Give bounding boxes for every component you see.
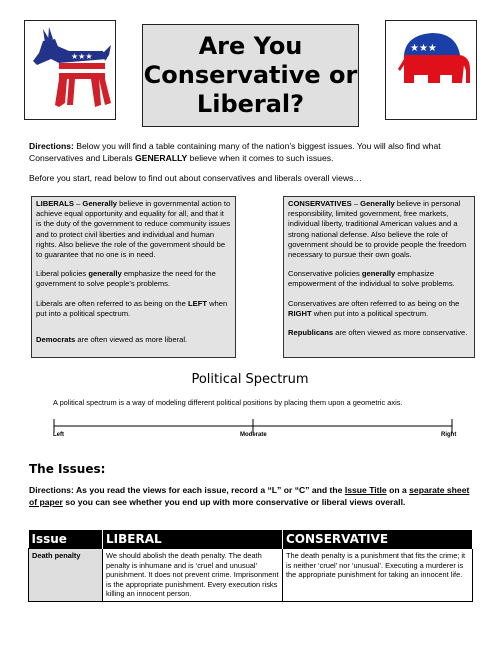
conservative-lead: CONSERVATIVES — [288, 199, 352, 208]
conservative-direction-word: RIGHT — [288, 308, 312, 318]
directions-label: Directions: — [29, 141, 74, 151]
directions-part-1: Below you will find a table containing many of the nation’s biggest issues. You will also find what Conservatives and Liberals — [29, 141, 441, 163]
liberal-party — [36, 335, 231, 345]
separate-sheet-underline: separate sheet of paper — [29, 485, 470, 507]
page-title — [142, 24, 359, 127]
title-line-2: Conservative or — [143, 61, 358, 89]
title-line-3: Liberal? — [196, 90, 305, 118]
issues-heading: The Issues: — [29, 462, 106, 476]
liberal-generally: Generally — [82, 199, 118, 208]
liberal-direction-b: when put into a political spectrum. — [36, 298, 228, 318]
spectrum-title: Political Spectrum — [191, 372, 309, 387]
republican-elephant-icon — [390, 25, 474, 115]
conservative-direction-b: when put into a political spectrum. — [311, 308, 429, 318]
issues-directions — [29, 484, 479, 508]
conservative-direction — [288, 299, 470, 319]
svg-text:★★★: ★★★ — [71, 52, 93, 61]
conservative-definition — [288, 199, 470, 260]
spectrum-description: A political spectrum is a way of modeling different political positions by placing them upon a geometric axis. — [53, 398, 403, 407]
conservative-party — [288, 328, 470, 338]
conservative-party-text: are often viewed as more conservative. — [333, 328, 468, 338]
liberal-view: We should abolish the death penalty. The death penalty is inhumane and is ‘cruel and unusual’ punishment. It does not prevent crime. Imprisonment is the appropriate punishment. Every execution risks killing an innocent person. — [103, 549, 283, 602]
conservative-view-box — [283, 196, 475, 358]
liberal-policies-b: emphasize the need for the government to solve people’s problems. — [36, 269, 216, 289]
spectrum-label-right: Right — [441, 432, 457, 438]
issues-dir-c: so you can see whether you end up with more conservative or liberal views overall. — [62, 497, 406, 507]
spectrum-axis — [53, 419, 453, 433]
issue-title-underline: Issue Title — [344, 485, 387, 495]
directions-emphasis: GENERALLY — [135, 153, 188, 163]
conservative-party-name: Republicans — [288, 328, 334, 338]
directions-text — [29, 140, 474, 164]
liberal-direction-word: LEFT — [187, 298, 207, 308]
conservative-direction-a: Conservatives are often referred to as being on the — [288, 298, 460, 308]
issues-table-header — [29, 530, 473, 549]
liberal-view-box — [31, 196, 236, 358]
before-text: Before you start, read below to find out about conservatives and liberals overall views… — [29, 173, 362, 183]
issue-name: Death penalty — [29, 549, 103, 602]
liberal-definition-text: believe in governmental action to achieve equal opportunity and equality for all, and that it is the duty of the government to reduce community issues and to protect civil liberties and individual and human rights. Also believe the role of the government should be to guarantee that no one is in need. — [36, 199, 231, 260]
title-line-1: Are You — [198, 32, 303, 60]
liberal-direction-a: Liberals are often referred to as being on the — [36, 298, 188, 308]
conservative-dash: – — [351, 199, 361, 208]
issues-dir-b: on a — [386, 485, 410, 495]
liberal-direction — [36, 299, 231, 319]
conservative-policies-b: emphasize empowerment of the individual to solve problems. — [288, 269, 455, 289]
democrat-logo-box — [24, 20, 116, 120]
liberal-lead: LIBERALS — [36, 199, 74, 208]
liberal-dash: – — [73, 199, 83, 208]
liberal-party-name: Democrats — [36, 335, 76, 345]
column-conservative: CONSERVATIVE — [283, 530, 473, 549]
democrat-donkey-icon — [29, 25, 113, 115]
svg-text:★★★: ★★★ — [410, 43, 437, 54]
liberal-policies-generally: generally — [88, 269, 122, 279]
conservative-policies-a: Conservative policies — [288, 269, 362, 279]
column-issue: Issue — [29, 530, 103, 549]
issues-dir-a: Directions: As you read the views for each issue, record a “L” or “C” and the — [29, 485, 345, 495]
liberal-policies — [36, 269, 231, 289]
column-liberal: LIBERAL — [103, 530, 283, 549]
liberal-party-text: are often viewed as more liberal. — [75, 335, 188, 345]
spectrum-label-moderate: Moderate — [240, 432, 267, 438]
directions-part-2: believe when it comes to such issues. — [187, 153, 334, 163]
liberal-definition — [36, 199, 231, 260]
liberal-policies-a: Liberal policies — [36, 269, 89, 279]
conservative-view: The death penalty is a punishment that fits the crime; it is neither ‘cruel’ nor ‘unusual’. Executing a murderer is the appropriate punishment for taking an innocent life. — [283, 549, 473, 602]
republican-logo-box — [385, 20, 477, 120]
issues-table — [28, 530, 473, 602]
conservative-policies — [288, 269, 470, 289]
conservative-generally: Generally — [360, 199, 395, 208]
conservative-definition-text: believe in personal responsibility, limited government, free markets, individual liberty, traditional American values and a strong national defense. Also believe the role of government should be to provide people the freedom necessary to pursue their own goals. — [288, 199, 467, 260]
conservative-policies-generally: generally — [361, 269, 396, 279]
table-row — [29, 549, 473, 602]
spectrum-label-left: Left — [53, 432, 64, 438]
